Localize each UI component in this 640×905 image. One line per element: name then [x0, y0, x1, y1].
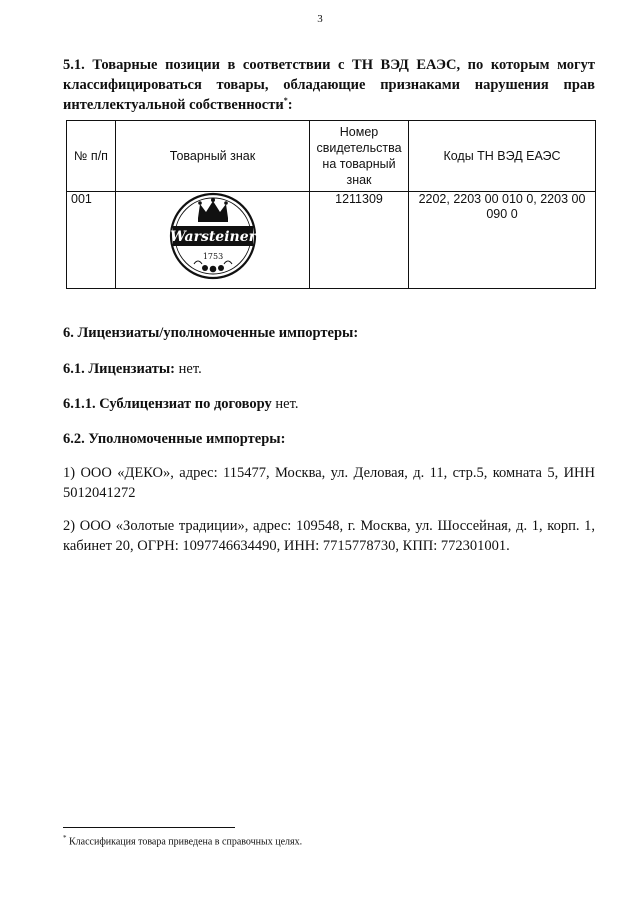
footnote-text: Классификация товара приведена в справочных целях. [66, 836, 303, 848]
section-6-1-1 [63, 394, 595, 414]
header-certificate: Номер свидетельства на товарный знак [310, 121, 409, 192]
header-codes: Коды ТН ВЭД ЕАЭС [409, 121, 596, 192]
footnote-divider [63, 827, 235, 828]
header-number: № п/п [67, 121, 116, 192]
svg-text:Warsteiner: Warsteiner [169, 229, 256, 245]
footnote-reference[interactable]: * [283, 96, 288, 106]
header-trademark: Товарный знак [116, 121, 310, 192]
section-number: 5.1. [63, 57, 85, 73]
svg-text:1753: 1753 [202, 252, 223, 261]
sublicensee-value: нет. [271, 396, 299, 412]
section-6-2-heading: 6.2. Уполномоченные импортеры: [63, 431, 286, 447]
section-title: Товарные позиции в соответствии с ТН ВЭД ЕАЭС, по которым могут классифицироваться товары, обладающие признаками нарушения прав интеллектуальной собственности [63, 57, 595, 113]
trademark-table [66, 120, 596, 289]
importer-item: 2) ООО «Золотые традиции», адрес: 109548, г. Москва, ул. Шоссейная, д. 1, корп. 1, кабинет 20, ОГРН: 1097746634490, ИНН: 7715778730, КПП: 772301001. [63, 518, 595, 554]
certificate-number: 1211309 [310, 192, 409, 289]
importer-item: 1) ООО «ДЕКО», адрес: 115477, Москва, ул. Деловая, д. 11, стр.5, комната 5, ИНН 5012041272 [63, 465, 595, 501]
warsteiner-seal-logo-icon [165, 192, 261, 280]
row-number: 001 [67, 192, 116, 289]
section-6-heading: 6. Лицензиаты/уполномоченные импортеры: [63, 325, 359, 341]
section-5-1-heading [63, 55, 595, 115]
trademark-cell [116, 192, 310, 289]
sublicensee-label: 6.1.1. Сублицензиат по договору [63, 396, 272, 412]
customs-codes: 2202, 2203 00 010 0, 2203 00 090 0 [409, 192, 596, 289]
section-colon: : [287, 97, 293, 113]
footnote [63, 831, 302, 849]
licensees-value: нет. [175, 361, 202, 377]
footnote-mark: * [63, 834, 67, 842]
table-header-row [67, 121, 596, 192]
section-6-1 [63, 359, 595, 379]
licensees-label: 6.1. Лицензиаты: [63, 361, 176, 377]
table-row [67, 192, 596, 289]
page-number: 3 [317, 13, 323, 25]
